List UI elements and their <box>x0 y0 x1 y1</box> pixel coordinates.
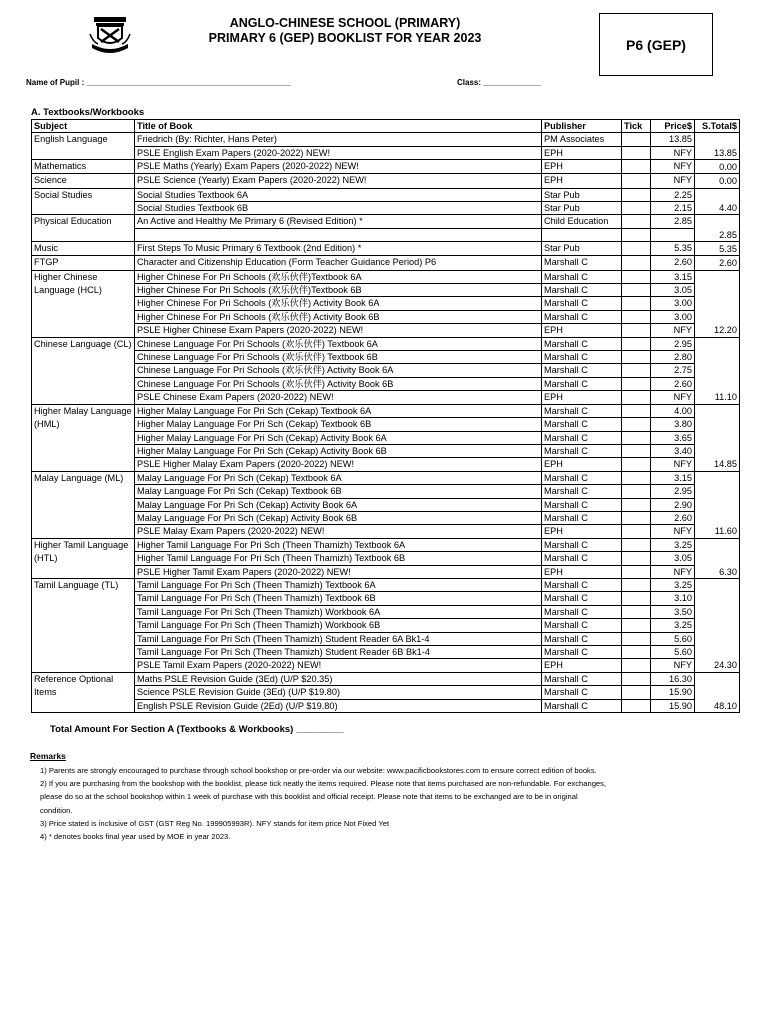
publisher-cell: Marshall C <box>542 444 622 457</box>
price-cell: 5.60 <box>651 646 695 659</box>
title-cell: PSLE Higher Malay Exam Papers (2020-2022) NEW! <box>135 458 542 471</box>
publisher-cell: Marshall C <box>542 404 622 417</box>
table-row <box>32 659 740 672</box>
publisher-cell: Marshall C <box>542 351 622 364</box>
subject-cell: Tamil Language (TL) <box>32 578 135 672</box>
title-cell: Social Studies Textbook 6A <box>135 188 542 201</box>
section-a-heading: A. Textbooks/Workbooks <box>31 107 145 118</box>
price-cell: 2.95 <box>651 337 695 350</box>
price-cell: NFY <box>651 146 695 159</box>
tick-box[interactable] <box>622 552 651 565</box>
table-row <box>32 592 740 605</box>
price-cell: 15.90 <box>651 686 695 699</box>
tick-box[interactable] <box>622 659 651 672</box>
price-cell: 2.85 <box>651 215 695 228</box>
publisher-cell: EPH <box>542 391 622 404</box>
price-cell: NFY <box>651 174 695 188</box>
title-cell: Chinese Language For Pri Schools (欢乐伙伴) Textbook 6A <box>135 337 542 350</box>
price-cell: 2.60 <box>651 511 695 524</box>
tick-box[interactable] <box>622 310 651 323</box>
title-cell: Tamil Language For Pri Sch (Theen Thamizh) Student Reader 6A Bk1-4 <box>135 632 542 645</box>
tick-box[interactable] <box>622 256 651 270</box>
subtotal-cell: 11.60 <box>695 471 740 538</box>
price-cell: 3.65 <box>651 431 695 444</box>
tick-box[interactable] <box>622 699 651 712</box>
publisher-cell: Marshall C <box>542 699 622 712</box>
publisher-cell: Marshall C <box>542 686 622 699</box>
subject-cell: Music <box>32 242 135 256</box>
title-cell: Higher Tamil Language For Pri Sch (Theen Thamizh) Textbook 6B <box>135 552 542 565</box>
subject-cell: Physical Education <box>32 215 135 242</box>
subject-cell: Higher Tamil Language (HTL) <box>32 538 135 578</box>
publisher-cell: Marshall C <box>542 605 622 618</box>
tick-box[interactable] <box>622 351 651 364</box>
title-cell: Malay Language For Pri Sch (Cekap) Activity Book 6B <box>135 511 542 524</box>
price-cell: 3.05 <box>651 552 695 565</box>
subject-cell: Chinese Language (CL) <box>32 337 135 404</box>
price-cell: 5.35 <box>651 242 695 256</box>
table-row <box>32 619 740 632</box>
price-cell: 2.95 <box>651 485 695 498</box>
subtotal-cell: 5.35 <box>695 242 740 256</box>
publisher-cell: Marshall C <box>542 632 622 645</box>
title-cell: Social Studies Textbook 6B <box>135 202 542 215</box>
price-cell: 5.60 <box>651 632 695 645</box>
tick-box[interactable] <box>622 686 651 699</box>
price-cell: 2.60 <box>651 377 695 390</box>
tick-box[interactable] <box>622 431 651 444</box>
publisher-cell: EPH <box>542 659 622 672</box>
tick-box[interactable] <box>622 511 651 524</box>
column-header-tick: Tick <box>622 120 651 133</box>
tick-box[interactable] <box>622 364 651 377</box>
tick-box[interactable] <box>622 498 651 511</box>
publisher-cell: EPH <box>542 565 622 578</box>
table-row <box>32 377 740 390</box>
table-row <box>32 202 740 215</box>
column-header-publisher: Publisher <box>542 120 622 133</box>
table-row <box>32 404 740 417</box>
table-row <box>32 699 740 712</box>
title-cell: Malay Language For Pri Sch (Cekap) Activity Book 6A <box>135 498 542 511</box>
tick-box[interactable] <box>622 538 651 551</box>
table-row <box>32 391 740 404</box>
title-cell: Higher Malay Language For Pri Sch (Cekap) Activity Book 6B <box>135 444 542 457</box>
table-row <box>32 498 740 511</box>
price-cell: NFY <box>651 659 695 672</box>
price-cell: NFY <box>651 458 695 471</box>
price-cell: 3.00 <box>651 297 695 310</box>
tick-box[interactable] <box>622 284 651 297</box>
publisher-cell <box>542 228 622 241</box>
subject-cell: Malay Language (ML) <box>32 471 135 538</box>
title-cell: PSLE Chinese Exam Papers (2020-2022) NEW! <box>135 391 542 404</box>
price-cell: 3.25 <box>651 538 695 551</box>
subtotal-cell: 0.00 <box>695 160 740 174</box>
table-row <box>32 444 740 457</box>
publisher-cell: EPH <box>542 146 622 159</box>
tick-box[interactable] <box>622 418 651 431</box>
tick-box[interactable] <box>622 228 651 241</box>
table-row <box>32 256 740 270</box>
tick-box[interactable] <box>622 565 651 578</box>
subtotal-cell: 24.30 <box>695 578 740 672</box>
subject-cell: Mathematics <box>32 160 135 174</box>
tick-box[interactable] <box>622 525 651 538</box>
tick-box[interactable] <box>622 578 651 591</box>
title-cell: Higher Chinese For Pri Schools (欢乐伙伴) Activity Book 6B <box>135 310 542 323</box>
table-row <box>32 337 740 350</box>
table-row <box>32 578 740 591</box>
title-cell: Tamil Language For Pri Sch (Theen Thamizh) Workbook 6A <box>135 605 542 618</box>
price-cell: 2.25 <box>651 188 695 201</box>
tick-box[interactable] <box>622 391 651 404</box>
table-row <box>32 458 740 471</box>
table-row <box>32 324 740 337</box>
section-a-total: Total Amount For Section A (Textbooks & Workbooks) _________ <box>50 724 344 735</box>
column-header-title: Title of Book <box>135 120 542 133</box>
price-cell: 2.80 <box>651 351 695 364</box>
subtotal-cell: 0.00 <box>695 174 740 188</box>
tick-box[interactable] <box>622 485 651 498</box>
tick-box[interactable] <box>622 632 651 645</box>
title-cell: PSLE Higher Chinese Exam Papers (2020-2022) NEW! <box>135 324 542 337</box>
price-cell: NFY <box>651 160 695 174</box>
table-row <box>32 511 740 524</box>
publisher-cell: Marshall C <box>542 672 622 685</box>
table-row <box>32 351 740 364</box>
subject-cell: Social Studies <box>32 188 135 215</box>
table-row <box>32 160 740 174</box>
tick-box[interactable] <box>622 458 651 471</box>
remark-line: 2) If you are purchasing from the bookshop with the booklist, please tick neatly the items required. Please note that items purchased are non-refundable. For exchanges, <box>40 779 607 789</box>
title-cell: Tamil Language For Pri Sch (Theen Thamizh) Student Reader 6B Bk1-4 <box>135 646 542 659</box>
publisher-cell: Marshall C <box>542 646 622 659</box>
price-cell: 3.25 <box>651 578 695 591</box>
price-cell: 3.15 <box>651 471 695 484</box>
table-row <box>32 552 740 565</box>
publisher-cell: EPH <box>542 324 622 337</box>
tick-box[interactable] <box>622 202 651 215</box>
remark-line: 1) Parents are strongly encouraged to purchase through school bookshop or pre-order via our website: www.pacificbookstores.com to ensure correct edition of books. <box>40 766 597 775</box>
title-cell: An Active and Healthy Me Primary 6 (Revised Edition) * <box>135 215 542 228</box>
table-row <box>32 228 740 241</box>
publisher-cell: Marshall C <box>542 592 622 605</box>
pupil-info-row <box>26 78 726 87</box>
column-header-subtotal: S.Total$ <box>695 120 740 133</box>
table-row <box>32 310 740 323</box>
title-cell: Malay Language For Pri Sch (Cekap) Textbook 6B <box>135 485 542 498</box>
title-cell: PSLE English Exam Papers (2020-2022) NEW! <box>135 146 542 159</box>
price-cell: 3.50 <box>651 605 695 618</box>
publisher-cell: Marshall C <box>542 431 622 444</box>
publisher-cell: Marshall C <box>542 310 622 323</box>
table-row <box>32 133 740 146</box>
title-cell: PSLE Maths (Yearly) Exam Papers (2020-2022) NEW! <box>135 160 542 174</box>
publisher-cell: Marshall C <box>542 418 622 431</box>
column-header-price: Price$ <box>651 120 695 133</box>
table-header-row <box>32 120 740 133</box>
table-row <box>32 174 740 188</box>
price-cell: NFY <box>651 391 695 404</box>
title-cell: Character and Citizenship Education (Form Teacher Guidance Period) P6 <box>135 256 542 270</box>
publisher-cell: Child Education <box>542 215 622 228</box>
publisher-cell: EPH <box>542 525 622 538</box>
publisher-cell: Marshall C <box>542 619 622 632</box>
document-title <box>170 16 520 46</box>
title-cell: Chinese Language For Pri Schools (欢乐伙伴) Activity Book 6A <box>135 364 542 377</box>
publisher-cell: Marshall C <box>542 364 622 377</box>
table-row <box>32 297 740 310</box>
tick-box[interactable] <box>622 133 651 146</box>
price-cell: 3.05 <box>651 284 695 297</box>
publisher-cell: Star Pub <box>542 242 622 256</box>
tick-box[interactable] <box>622 444 651 457</box>
price-cell: 15.90 <box>651 699 695 712</box>
price-cell: 3.00 <box>651 310 695 323</box>
table-row <box>32 284 740 297</box>
subject-cell: Science <box>32 174 135 188</box>
school-name: ANGLO-CHINESE SCHOOL (PRIMARY) <box>229 16 461 30</box>
price-cell: 3.15 <box>651 270 695 283</box>
price-cell: 2.60 <box>651 256 695 270</box>
title-cell: Chinese Language For Pri Schools (欢乐伙伴) Textbook 6B <box>135 351 542 364</box>
publisher-cell: PM Associates <box>542 133 622 146</box>
table-row <box>32 215 740 228</box>
publisher-cell: Marshall C <box>542 270 622 283</box>
title-cell: PSLE Science (Yearly) Exam Papers (2020-2022) NEW! <box>135 174 542 188</box>
price-cell: NFY <box>651 324 695 337</box>
publisher-cell: Marshall C <box>542 511 622 524</box>
tick-box[interactable] <box>622 174 651 188</box>
title-cell: Higher Chinese For Pri Schools (欢乐伙伴)Textbook 6B <box>135 284 542 297</box>
price-cell: 13.85 <box>651 133 695 146</box>
price-cell: 3.40 <box>651 444 695 457</box>
table-row <box>32 146 740 159</box>
tick-box[interactable] <box>622 337 651 350</box>
title-cell: Chinese Language For Pri Schools (欢乐伙伴) Activity Book 6B <box>135 377 542 390</box>
table-row <box>32 188 740 201</box>
table-row <box>32 485 740 498</box>
title-cell: Science PSLE Revision Guide (3Ed) (U/P $19.80) <box>135 686 542 699</box>
tick-box[interactable] <box>622 404 651 417</box>
subject-cell: English Language <box>32 133 135 160</box>
remarks-list <box>40 764 720 843</box>
publisher-cell: EPH <box>542 174 622 188</box>
table-row <box>32 364 740 377</box>
title-cell: PSLE Malay Exam Papers (2020-2022) NEW! <box>135 525 542 538</box>
title-cell: Higher Chinese For Pri Schools (欢乐伙伴)Textbook 6A <box>135 270 542 283</box>
remarks-heading: Remarks <box>30 751 66 761</box>
title-cell: Higher Chinese For Pri Schools (欢乐伙伴) Activity Book 6A <box>135 297 542 310</box>
subtotal-cell: 11.10 <box>695 337 740 404</box>
tick-box[interactable] <box>622 646 651 659</box>
price-cell: NFY <box>651 525 695 538</box>
table-row <box>32 242 740 256</box>
publisher-cell: Marshall C <box>542 256 622 270</box>
title-cell: English PSLE Revision Guide (2Ed) (U/P $19.80) <box>135 699 542 712</box>
title-cell: PSLE Tamil Exam Papers (2020-2022) NEW! <box>135 659 542 672</box>
price-cell: 3.80 <box>651 418 695 431</box>
publisher-cell: Marshall C <box>542 284 622 297</box>
title-cell: Tamil Language For Pri Sch (Theen Thamizh) Workbook 6B <box>135 619 542 632</box>
tick-box[interactable] <box>622 324 651 337</box>
publisher-cell: Marshall C <box>542 538 622 551</box>
column-header-subject: Subject <box>32 120 135 133</box>
school-crest-logo <box>88 14 132 54</box>
publisher-cell: Marshall C <box>542 578 622 591</box>
subject-cell: Higher Chinese Language (HCL) <box>32 270 135 337</box>
price-cell: 2.15 <box>651 202 695 215</box>
price-cell: 2.90 <box>651 498 695 511</box>
table-row <box>32 686 740 699</box>
price-cell: 4.00 <box>651 404 695 417</box>
table-row <box>32 525 740 538</box>
publisher-cell: Marshall C <box>542 498 622 511</box>
remark-line: please do so at the school bookshop within 1 week of purchase with this booklist and official receipt. Please note that items to be exchanged are to be in original <box>40 792 578 802</box>
publisher-cell: Marshall C <box>542 552 622 565</box>
tick-box[interactable] <box>622 270 651 283</box>
publisher-cell: EPH <box>542 160 622 174</box>
publisher-cell: EPH <box>542 458 622 471</box>
subtotal-cell: 6.30 <box>695 538 740 578</box>
price-cell: NFY <box>651 565 695 578</box>
tick-box[interactable] <box>622 471 651 484</box>
subtotal-cell: 13.85 <box>695 133 740 160</box>
title-cell: Higher Malay Language For Pri Sch (Cekap) Textbook 6A <box>135 404 542 417</box>
price-cell: 2.75 <box>651 364 695 377</box>
publisher-cell: Marshall C <box>542 377 622 390</box>
table-row <box>32 565 740 578</box>
publisher-cell: Marshall C <box>542 297 622 310</box>
subtotal-cell: 48.10 <box>695 672 740 712</box>
tick-box[interactable] <box>622 619 651 632</box>
publisher-cell: Star Pub <box>542 188 622 201</box>
title-cell: Friedrich (By: Richter, Hans Peter) <box>135 133 542 146</box>
tick-box[interactable] <box>622 605 651 618</box>
title-cell <box>135 228 542 241</box>
tick-box[interactable] <box>622 146 651 159</box>
tick-box[interactable] <box>622 188 651 201</box>
tick-box[interactable] <box>622 215 651 228</box>
table-row <box>32 418 740 431</box>
tick-box[interactable] <box>622 160 651 174</box>
remark-line: 3) Price stated is inclusive of GST (GST Reg No. 199905993R). NFY stands for item price Not Fixed Yet <box>40 818 390 828</box>
subtotal-cell: 12.20 <box>695 270 740 337</box>
price-cell: 3.10 <box>651 592 695 605</box>
title-cell: Tamil Language For Pri Sch (Theen Thamizh) Textbook 6A <box>135 578 542 591</box>
title-cell: Higher Malay Language For Pri Sch (Cekap) Activity Book 6A <box>135 431 542 444</box>
tick-box[interactable] <box>622 672 651 685</box>
title-cell: Malay Language For Pri Sch (Cekap) Textbook 6A <box>135 471 542 484</box>
table-row <box>32 431 740 444</box>
table-row <box>32 270 740 283</box>
subject-cell: FTGP <box>32 256 135 270</box>
table-row <box>32 471 740 484</box>
tick-box[interactable] <box>622 242 651 256</box>
subtotal-cell: 2.85 <box>695 215 740 242</box>
table-row <box>32 605 740 618</box>
subtotal-cell: 4.40 <box>695 188 740 215</box>
booklist-table <box>31 119 740 713</box>
title-cell: PSLE Higher Tamil Exam Papers (2020-2022) NEW! <box>135 565 542 578</box>
tick-box[interactable] <box>622 592 651 605</box>
tick-box[interactable] <box>622 377 651 390</box>
booklist-title: PRIMARY 6 (GEP) BOOKLIST FOR YEAR 2023 <box>208 31 482 45</box>
subtotal-cell: 2.60 <box>695 256 740 270</box>
publisher-cell: Marshall C <box>542 337 622 350</box>
subtotal-cell: 14.85 <box>695 404 740 471</box>
table-row <box>32 538 740 551</box>
remark-line: condition. <box>40 805 73 815</box>
level-badge: P6 (GEP) <box>599 13 713 76</box>
price-cell: 3.25 <box>651 619 695 632</box>
publisher-cell: Star Pub <box>542 202 622 215</box>
class-field[interactable]: Class: _____________ <box>457 78 542 87</box>
price-cell <box>651 228 695 241</box>
publisher-cell: Marshall C <box>542 471 622 484</box>
subject-cell: Reference Optional Items <box>32 672 135 712</box>
title-cell: Higher Tamil Language For Pri Sch (Theen Thamizh) Textbook 6A <box>135 538 542 551</box>
table-row <box>32 632 740 645</box>
title-cell: Tamil Language For Pri Sch (Theen Thamizh) Textbook 6B <box>135 592 542 605</box>
price-cell: 16.30 <box>651 672 695 685</box>
table-row <box>32 646 740 659</box>
table-row <box>32 672 740 685</box>
title-cell: Higher Malay Language For Pri Sch (Cekap) Textbook 6B <box>135 418 542 431</box>
tick-box[interactable] <box>622 297 651 310</box>
title-cell: Maths PSLE Revision Guide (3Ed) (U/P $20.35) <box>135 672 542 685</box>
subject-cell: Higher Malay Language (HML) <box>32 404 135 471</box>
pupil-name-field[interactable]: Name of Pupil : ______________________________________________ <box>26 78 292 87</box>
title-cell: First Steps To Music Primary 6 Textbook (2nd Edition) * <box>135 242 542 256</box>
remark-line: 4) * denotes books final year used by MOE in year 2023. <box>40 832 231 842</box>
publisher-cell: Marshall C <box>542 485 622 498</box>
